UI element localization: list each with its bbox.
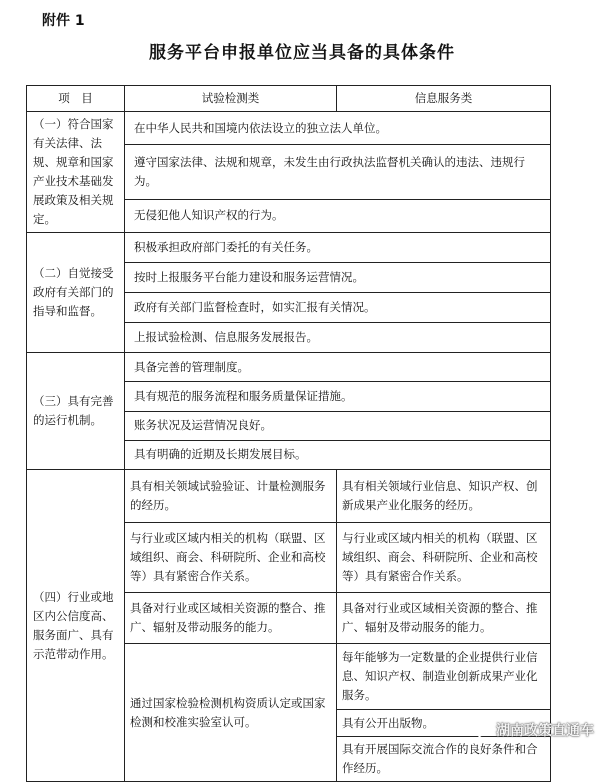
table-cell: 在中华人民共和国境内依法设立的独立法人单位。 bbox=[125, 112, 551, 145]
testing-cell: 具有相关领域试验验证、计量检测服务的经历。 bbox=[125, 470, 337, 523]
section-4-label: （四）行业或地区内公信度高、服务面广、具有示范带动作用。 bbox=[27, 470, 125, 782]
watermark bbox=[476, 720, 594, 740]
annex-label: 附件 1 bbox=[42, 13, 85, 29]
info-cell: 与行业或区域内相关的机构（联盟、区域组织、商会、科研院所、企业和高校等）具有紧密合作关系。 bbox=[337, 523, 551, 593]
table-cell: 政府有关部门监督检查时，如实汇报有关情况。 bbox=[125, 293, 551, 323]
table-cell: 按时上报服务平台能力建设和服务运营情况。 bbox=[125, 263, 551, 293]
table-cell: 无侵犯他人知识产权的行为。 bbox=[125, 199, 551, 232]
section-1-label: （一）符合国家有关法律、法规、规章和国家产业技术基础发展政策及相关规定。 bbox=[27, 112, 125, 233]
watermark-text: 湖南政策直通车 bbox=[496, 723, 594, 739]
chat-bubble-icon bbox=[476, 722, 492, 738]
testing-cell: 通过国家检验检测机构资质认定或国家检测和校准实验室认可。 bbox=[125, 644, 337, 782]
table-cell: 遵守国家法律、法规和规章，未发生由行政执法监督机关确认的违法、违规行为。 bbox=[125, 145, 551, 200]
info-cell: 每年能够为一定数量的企业提供行业信息、知识产权、制造业创新成果产业化服务。 bbox=[337, 644, 551, 710]
section-3-label: （三）具有完善的运行机制。 bbox=[27, 353, 125, 470]
header-info: 信息服务类 bbox=[337, 86, 551, 112]
table-cell: 账务状况及运营情况良好。 bbox=[125, 411, 551, 440]
table-row bbox=[27, 112, 551, 145]
document-title: 服务平台申报单位应当具备的具体条件 bbox=[149, 43, 455, 63]
info-cell: 具有公开出版物。 bbox=[337, 710, 551, 737]
table-header-row bbox=[27, 86, 551, 112]
info-cell: 具有开展国际交流合作的良好条件和合作经历。 bbox=[337, 737, 551, 782]
table-cell: 上报试验检测、信息服务发展报告。 bbox=[125, 323, 551, 353]
info-cell: 具备对行业或区域相关资源的整合、推广、辐射及带动服务的能力。 bbox=[337, 593, 551, 644]
testing-cell: 具备对行业或区域相关资源的整合、推广、辐射及带动服务的能力。 bbox=[125, 593, 337, 644]
table-cell: 积极承担政府部门委托的有关任务。 bbox=[125, 233, 551, 263]
header-testing: 试验检测类 bbox=[125, 86, 337, 112]
header-item: 项 目 bbox=[27, 86, 125, 112]
table-row bbox=[27, 233, 551, 263]
table-cell: 具有规范的服务流程和服务质量保证措施。 bbox=[125, 382, 551, 411]
table-row bbox=[27, 353, 551, 382]
table-cell: 具备完善的管理制度。 bbox=[125, 353, 551, 382]
conditions-table bbox=[26, 85, 551, 782]
table-cell: 具有明确的近期及长期发展目标。 bbox=[125, 440, 551, 469]
table-row bbox=[27, 470, 551, 523]
testing-cell: 与行业或区域内相关的机构（联盟、区域组织、商会、科研院所、企业和高校等）具有紧密合作关系。 bbox=[125, 523, 337, 593]
section-2-label: （二）自觉接受政府有关部门的指导和监督。 bbox=[27, 233, 125, 353]
info-cell: 具有相关领域行业信息、知识产权、创新成果产业化服务的经历。 bbox=[337, 470, 551, 523]
